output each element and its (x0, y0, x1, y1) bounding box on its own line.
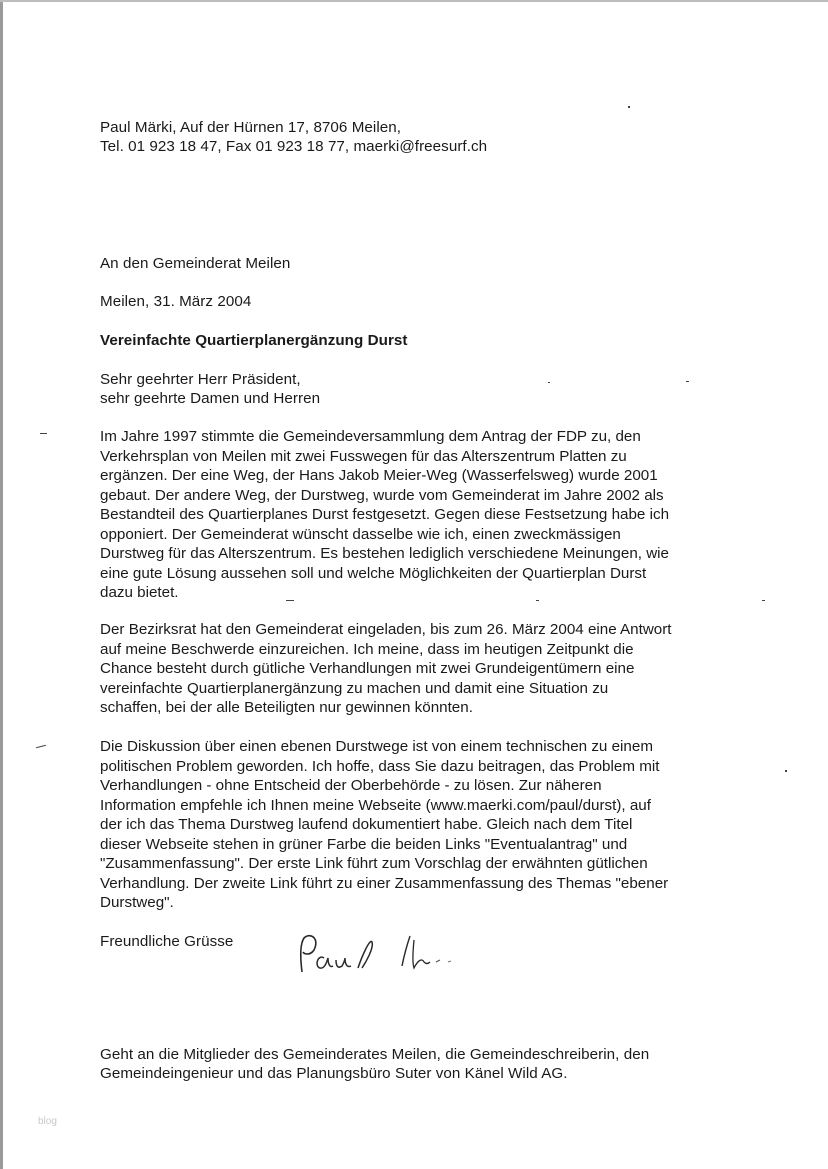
paragraph-3 (100, 737, 740, 913)
scan-speck (36, 745, 46, 748)
paragraph-line: schaffen, bei der alle Beteiligten nur gewinnen könnten. (100, 699, 473, 716)
paragraph-line: Der Bezirksrat hat den Gemeinderat eingeladen, bis zum 26. März 2004 eine Antwort (100, 621, 672, 638)
paragraph-line: Verhandlungen - ohne Entscheid der Oberbehörde - zu lösen. Zur näheren (100, 777, 602, 794)
scan-speck (286, 600, 294, 601)
closing: Freundliche Grüsse (100, 933, 234, 950)
scan-edge-top (0, 0, 828, 2)
paragraph-line: vereinfachte Quartierplanergänzung zu machen und damit eine Situation zu (100, 679, 609, 697)
paragraph-line: "Zusammenfassung". Der erste Link führt zum Vorschlag der erwähnten gütlichen (100, 855, 648, 872)
scan-speck (762, 600, 765, 601)
distribution-line-2: Gemeindeingenieur und das Planungsbüro Suter von Känel Wild AG. (100, 1065, 568, 1082)
paragraph-line: dieser Webseite stehen in grüner Farbe die beiden Links "Eventualantrag" und (100, 835, 628, 853)
scan-speck (40, 433, 47, 434)
paragraph-line: gebaut. Der andere Weg, der Durstweg, wurde vom Gemeinderat im Jahre 2002 als (100, 486, 664, 504)
paragraph-line: auf meine Beschwerde einzureichen. Ich meine, dass im heutigen Zeitpunkt die (100, 640, 634, 658)
handwritten-signature (290, 928, 480, 988)
date-line: Meilen, 31. März 2004 (100, 293, 252, 310)
paragraph-1 (100, 427, 740, 603)
paragraph-line: Verhandlung. Der zweite Link führt zu einer Zusammenfassung des Themas "ebener (100, 874, 669, 892)
paragraph-line: der ich das Thema Durstweg laufend dokumentiert habe. Gleich nach dem Titel (100, 816, 633, 833)
paragraph-line: politischen Problem geworden. Ich hoffe, dass Sie dazu beitragen, das Problem mit (100, 757, 660, 775)
paragraph-line: Chance besteht durch gütliche Verhandlungen mit zwei Grundeigentümern eine (100, 660, 635, 677)
scan-speck (628, 106, 630, 108)
paragraph-line: eine gute Lösung aussehen soll und welche Möglichkeiten der Quartierplan Durst (100, 564, 647, 582)
watermark: blog (38, 1116, 57, 1127)
scan-edge-left (0, 0, 3, 1169)
paragraph-line: Durstweg für das Alterszentrum. Es bestehen lediglich verschiedene Meinungen, wie (100, 545, 669, 562)
paragraph-line: Die Diskussion über einen ebenen Durstwege ist von einem technischen zu einem (100, 738, 653, 755)
paragraph-line: ergänzen. Der eine Weg, der Hans Jakob Meier-Weg (Wasserfelsweg) wurde 2001 (100, 467, 658, 484)
scan-speck (536, 600, 539, 601)
distribution-line-1: Geht an die Mitglieder des Gemeinderates Meilen, die Gemeindeschreiberin, den (100, 1046, 650, 1063)
paragraph-line: Bestandteil des Quartierplanes Durst festgesetzt. Gegen diese Festsetzung habe ich (100, 506, 670, 523)
sender-contact: Tel. 01 923 18 47, Fax 01 923 18 77, maerki@freesurf.ch (100, 138, 488, 155)
paragraph-line: Durstweg". (100, 894, 174, 911)
paragraph-line: Verkehrsplan von Meilen mit zwei Fusswegen für das Alterszentrum Platten zu (100, 447, 627, 465)
sender-address: Paul Märki, Auf der Hürnen 17, 8706 Meilen, (100, 119, 402, 136)
paragraph-line: Information empfehle ich Ihnen meine Webseite (www.maerki.com/paul/durst), auf (100, 796, 651, 814)
scan-speck (785, 770, 787, 772)
paragraph-line: Im Jahre 1997 stimmte die Gemeindeversammlung dem Antrag der FDP zu, den (100, 428, 641, 445)
scan-speck (686, 381, 689, 382)
salutation-line-2: sehr geehrte Damen und Herren (100, 390, 321, 407)
recipient: An den Gemeinderat Meilen (100, 255, 291, 272)
paragraph-2 (100, 620, 740, 718)
paragraph-line: opponiert. Der Gemeinderat wünscht dasselbe wie ich, einen zweckmässigen (100, 525, 621, 543)
paragraph-line: dazu bietet. (100, 584, 179, 601)
salutation-line-1: Sehr geehrter Herr Präsident, (100, 371, 301, 388)
scan-speck (548, 382, 550, 383)
subject-line: Vereinfachte Quartierplanergänzung Durst (100, 332, 408, 349)
